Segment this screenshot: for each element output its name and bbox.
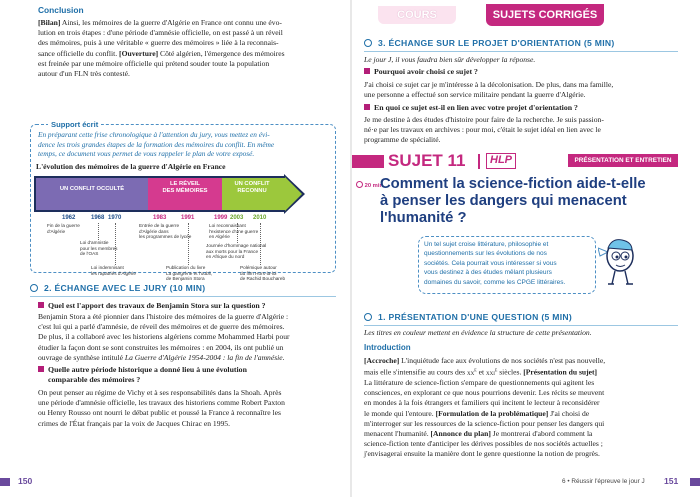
support-line: temps, ce document vous permet de vous rappeler le plan de votre exposé.: [38, 149, 255, 159]
event-1991: Publication du livre La gangrène et l'oubli, de Benjamin Stora: [166, 265, 212, 282]
advice-line: vous destinez à des études mêlant plusieurs: [424, 269, 552, 277]
presentation-tag: [Présentation du sujet]: [523, 367, 598, 377]
square-bullet-icon: [364, 104, 370, 110]
century-21-text: xxi: [485, 367, 495, 377]
century-21-suffix: e: [494, 368, 498, 374]
answer-2: [38, 388, 336, 429]
answer-line: étudier la façon dont se sont construites les mémoires : en 2004, ils ont publié un: [38, 342, 284, 352]
bullet-icon: [30, 284, 38, 292]
section-3-bar: [364, 38, 678, 48]
intro-line: m'interroger sur les ressources de la science-fiction pour penser les dangers qui: [364, 418, 605, 428]
answer-line: une personne a effectué son service militaire pendant la guerre d'Algérie.: [364, 90, 586, 100]
answer-line: .: [282, 352, 285, 362]
segment-occulte-label: UN CONFLIT OCCULTÉ: [59, 186, 125, 192]
question-4-text: En quoi ce sujet est-il en lien avec votre projet d'orientation ?: [374, 103, 578, 112]
introduction-heading: Introduction: [364, 343, 411, 352]
bilan-tag: [Bilan]: [38, 18, 61, 27]
intro-line: et: [476, 367, 486, 377]
tab-sujets-corriges[interactable]: SUJETS CORRIGÉS: [486, 4, 604, 26]
answer-line: Je me destine à des études d'histoire pour faire de la recherche. Je suis passion-: [364, 115, 604, 124]
footer-chapter: 6 • Réussir l'épreuve le jour J: [562, 478, 645, 485]
book-title: La Guerre d'Algérie 1954-2004 : la fin de l'amnésie: [124, 352, 283, 362]
advice-line: Un tel sujet croise littérature, philosophie et: [424, 241, 549, 248]
event-1983: Entrée de la guerre d'Algérie dans les programmes de lycée: [139, 223, 192, 240]
conclusion-line: Ainsi, les mémoires de la guerre d'Algérie en France ont connu une évo-: [60, 18, 282, 27]
conclusion-text: [38, 18, 336, 79]
advice-text: [424, 240, 594, 287]
sujet-tag: HLP: [486, 153, 516, 169]
answer-3: [364, 80, 676, 100]
section-1-bar: [364, 312, 678, 322]
section-3-intro: Le jour J, il vous faudra bien sûr développer la réponse.: [364, 55, 536, 64]
segment-reveil-label: LE RÉVEIL DES MÉMOIRES: [162, 181, 208, 194]
tab-cours[interactable]: COURS: [378, 6, 456, 24]
answer-line: ou Henry Rousso ont nourri le débat public et poussé la France à reconnaître les: [38, 408, 281, 418]
bullet-icon: [364, 39, 372, 47]
gutter: [350, 0, 352, 497]
intro-line: menacent l'humanité.: [364, 428, 431, 438]
bullet-icon: [364, 313, 372, 321]
answer-line: c'est lui qui a parlé d'amnésie, de réveil des mémoires et de guerre des mémoires.: [38, 322, 285, 332]
conclusion-line: est freinée par une mémoire officielle qui prétend souder toute la population: [38, 58, 270, 68]
conclusion-heading: Conclusion: [38, 5, 84, 15]
answer-line: Benjamin Stora a été pionnier dans l'histoire des mémoires de la guerre d'Algérie :: [38, 312, 289, 321]
century-20-suffix: e: [474, 368, 477, 374]
square-bullet-icon: [38, 302, 44, 308]
section-1-intro: Les titres en couleur mettent en évidence la structure de cette présentation.: [364, 328, 592, 337]
answer-4: [364, 115, 676, 146]
question-2: [38, 365, 247, 385]
century-20-text: xx: [467, 367, 475, 377]
page-number-left: 150: [18, 476, 33, 486]
event-1970: Loi indemnisant les rapatriés d'Algérie: [91, 265, 136, 276]
section-2-title: 2. ÉCHANGE AVEC LE JURY (10 MIN): [44, 283, 206, 293]
year-1991: 1991: [181, 215, 195, 221]
section-3-title: 3. ÉCHANGE SUR LE PROJET D'ORIENTATION (5 MIN): [378, 38, 615, 48]
answer-line: programme de spécialité.: [364, 135, 441, 145]
footer-bar-left: [0, 478, 10, 486]
plan-tag: [Annonce du plan]: [430, 428, 491, 438]
section-2-bar: [30, 283, 336, 293]
answer-line: De plus, il a collaboré avec les historiens algériens comme Mohammed Harbi pour: [38, 332, 290, 342]
subject-title-line: à penser les dangers qui menacent: [380, 193, 627, 209]
answer-line: ouvrage de synthèse intitulé: [38, 352, 125, 362]
subject-title-line: Comment la science-fiction aide-t-elle: [380, 176, 646, 192]
subject-title-line: l'humanité ?: [380, 210, 467, 226]
question-1-text: Quel est l'apport des travaux de Benjamin Stora sur la question ?: [48, 301, 266, 310]
formulation-tag: [Formulation de la problématique]: [435, 408, 549, 418]
section-1-header: [364, 312, 678, 326]
advice-line: sociétés. Cela pourrait vous intéresser si vous: [424, 259, 557, 267]
answer-line: On peut penser au régime de Vichy et à ses responsabilités dans la Shoah. Après: [38, 388, 282, 397]
answer-line: né·e par les travaux en archives : pour moi, c'était le sujet idéal en lien avec le: [364, 125, 601, 135]
mascot-icon: [598, 236, 638, 288]
duration-text: 20 min: [364, 183, 383, 189]
square-bullet-icon: [364, 68, 370, 74]
segment-occulte-bg: [36, 178, 148, 210]
connector: [98, 223, 99, 240]
square-bullet-icon: [38, 366, 44, 372]
support-line: En préparant cette frise chronologique à l'attention du jury, vous mettez en évi-: [38, 130, 270, 139]
year-1968: 1968: [91, 215, 105, 221]
segment-reconnu-label: UN CONFLIT RECONNU: [234, 181, 270, 194]
conclusion-line: Côté algérien, l'émergence des mémoires: [158, 48, 285, 58]
section-2-header: [30, 283, 336, 297]
clock-icon: [356, 181, 363, 188]
support-line: dence les trois grandes étapes de la formation des mémoires du conflit. En même: [38, 139, 275, 149]
divider: [364, 325, 678, 326]
sujet-separator: [478, 154, 480, 169]
answer-line: crimes de l'État français par la voix de Jacques Chirac en 1995.: [38, 418, 230, 428]
page-number-right: 151: [664, 476, 679, 486]
question-2-text: comparable des mémoires ?: [48, 375, 141, 384]
event-1962: Fin de la guerre d'Algérie: [47, 223, 80, 234]
intro-line: en mondes à la fois étrangers et familiers qui incitent le lecteur à reconsidérer: [364, 398, 600, 408]
event-1999: Loi reconnaissant l'existence d'une guerre en Algérie: [209, 223, 259, 240]
year-1999: 1999: [214, 215, 228, 221]
intro-line: J'ai choisi de: [548, 408, 590, 418]
intro-line: siècles.: [497, 367, 524, 377]
subject-title: [380, 176, 646, 227]
intro-line: Je montrerai d'abord comment la: [490, 428, 593, 438]
intro-line: j'envisagerai ensuite la manière dont le genre questionne la notion de progrès.: [364, 449, 600, 459]
answer-line: J'ai choisi ce sujet car je m'intéresse à la décolonisation. De plus, dans ma famille,: [364, 80, 614, 89]
divider: [30, 296, 336, 297]
question-2-text: Quelle autre période historique a donné lieu à une évolution: [48, 365, 247, 374]
sujet-label: SUJET 11: [384, 150, 470, 172]
year-2003: 2003: [230, 215, 244, 221]
event-2010: Polémique autour du film Hors-la-loi de Rachid Bouchareb: [240, 265, 286, 282]
event-1968: Loi d'amnistie pour les membres de l'OAS: [80, 240, 118, 257]
duration: [356, 181, 383, 189]
footer-bar-right: [690, 478, 700, 486]
question-1: [38, 301, 266, 311]
intro-line: le monde qui l'entoure.: [364, 408, 436, 418]
accroche-tag: [Accroche]: [364, 356, 400, 365]
category-badge: PRÉSENTATION ET ENTRETIEN: [568, 154, 678, 167]
year-1983: 1983: [153, 215, 167, 221]
intro-line: science-fiction tente d'anticiper les dérives possibles de nos sociétés actuelles ;: [364, 439, 603, 449]
question-3-text: Pourquoi avoir choisi ce sujet ?: [374, 67, 478, 76]
conclusion-line: autour d'un FLN très contesté.: [38, 69, 130, 79]
introduction-text: [364, 356, 676, 460]
year-1970: 1970: [108, 215, 122, 221]
intro-line: consciences, en explorant ce que nous pourrions devenir. Les récits se meuvent: [364, 388, 605, 398]
question-4: [364, 103, 578, 113]
support-title: Support écrit: [48, 120, 101, 129]
answer-1: [38, 312, 336, 363]
century-21: [486, 368, 497, 377]
event-2003: Journée d'hommage national aux morts pour la France en Afrique du nord: [206, 243, 267, 260]
section-1-title: 1. PRÉSENTATION D'UNE QUESTION (5 MIN): [378, 312, 573, 322]
intro-line: L'inquiétude face aux évolutions de nos sociétés n'est pas nouvelle,: [399, 356, 606, 365]
year-2010: 2010: [253, 215, 267, 221]
conclusion-line: sance officielle du conflit.: [38, 48, 120, 58]
question-3: [364, 67, 478, 77]
conclusion-line: lution en trois étapes : d'une période d'amnésie officielle, on est passé à un réveil: [38, 28, 283, 38]
year-1962: 1962: [62, 215, 76, 221]
divider: [364, 51, 678, 52]
intro-line: La littérature de science-fiction s'empare de questionnements qui agitent les: [364, 377, 595, 387]
advice-line: questionnements sur les évolutions de nos: [424, 250, 547, 258]
ouverture-tag: [Ouverture]: [119, 48, 159, 58]
conclusion-line: des mémoires, puis à une véritable « guerre des mémoires » liée à la reconnais-: [38, 38, 279, 48]
answer-line: une période d'amnésie officielle, les travaux des historiens comme Robert Paxton: [38, 398, 285, 408]
timeline-title: L'évolution des mémoires de la guerre d'Algérie en France: [36, 162, 226, 171]
advice-line: domaines du savoir, comme les CPGE littéraires.: [424, 278, 566, 286]
intro-line: mais elle s'intensifie au cours des: [364, 367, 468, 377]
section-3-header: [364, 38, 678, 52]
century-20: [467, 368, 477, 377]
support-intro: [38, 130, 330, 159]
